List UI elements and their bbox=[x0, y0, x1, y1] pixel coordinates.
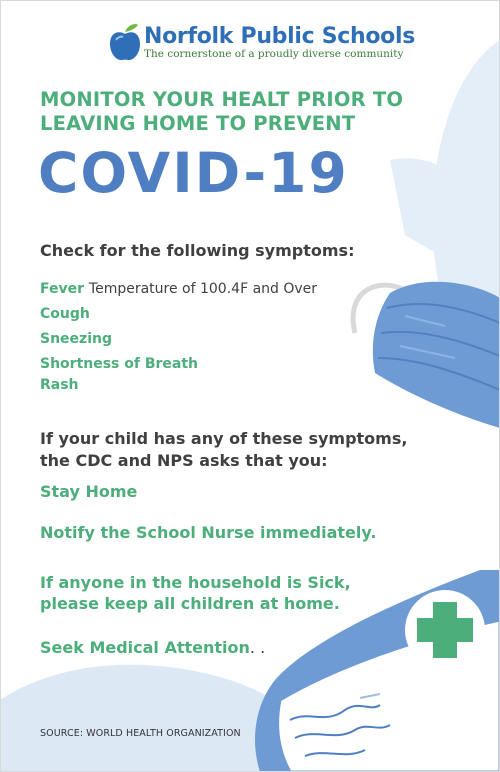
symptom-item: Rash bbox=[40, 377, 79, 393]
logo-tagline: The cornerstone of a proudly diverse community bbox=[144, 47, 404, 60]
instructions-heading-line-1: If your child has any of these symptoms, bbox=[40, 429, 408, 448]
symptom-item: Cough bbox=[40, 306, 90, 322]
fever-label: Fever bbox=[40, 281, 85, 297]
action-notify-nurse: Notify the School Nurse immediately. bbox=[40, 523, 377, 542]
action-medical-text: Seek Medical Attention bbox=[40, 638, 250, 657]
logo-name: Norfolk Public Schools bbox=[144, 23, 416, 49]
symptom-item: Sneezing bbox=[40, 331, 112, 347]
instructions-heading-line-2: the CDC and NPS asks that you: bbox=[40, 451, 328, 470]
action-household-line-1: If anyone in the household is Sick, bbox=[40, 573, 351, 592]
covid-title: COVID-19 bbox=[38, 141, 349, 205]
headline-line-1: MONITOR YOUR HEALT PRIOR TO bbox=[40, 88, 404, 111]
symptom-item: Shortness of Breath bbox=[40, 356, 199, 372]
action-household-line-2: please keep all children at home. bbox=[40, 594, 340, 613]
source-credit: SOURCE: WORLD HEALTH ORGANIZATION bbox=[40, 728, 241, 739]
symptoms-heading: Check for the following symptoms: bbox=[40, 241, 355, 260]
action-stay-home: Stay Home bbox=[40, 482, 138, 501]
fever-description: Temperature of 100.4F and Over bbox=[88, 281, 318, 297]
action-medical-trail: . . bbox=[249, 638, 266, 657]
headline-line-2: LEAVING HOME TO PREVENT bbox=[40, 112, 356, 135]
